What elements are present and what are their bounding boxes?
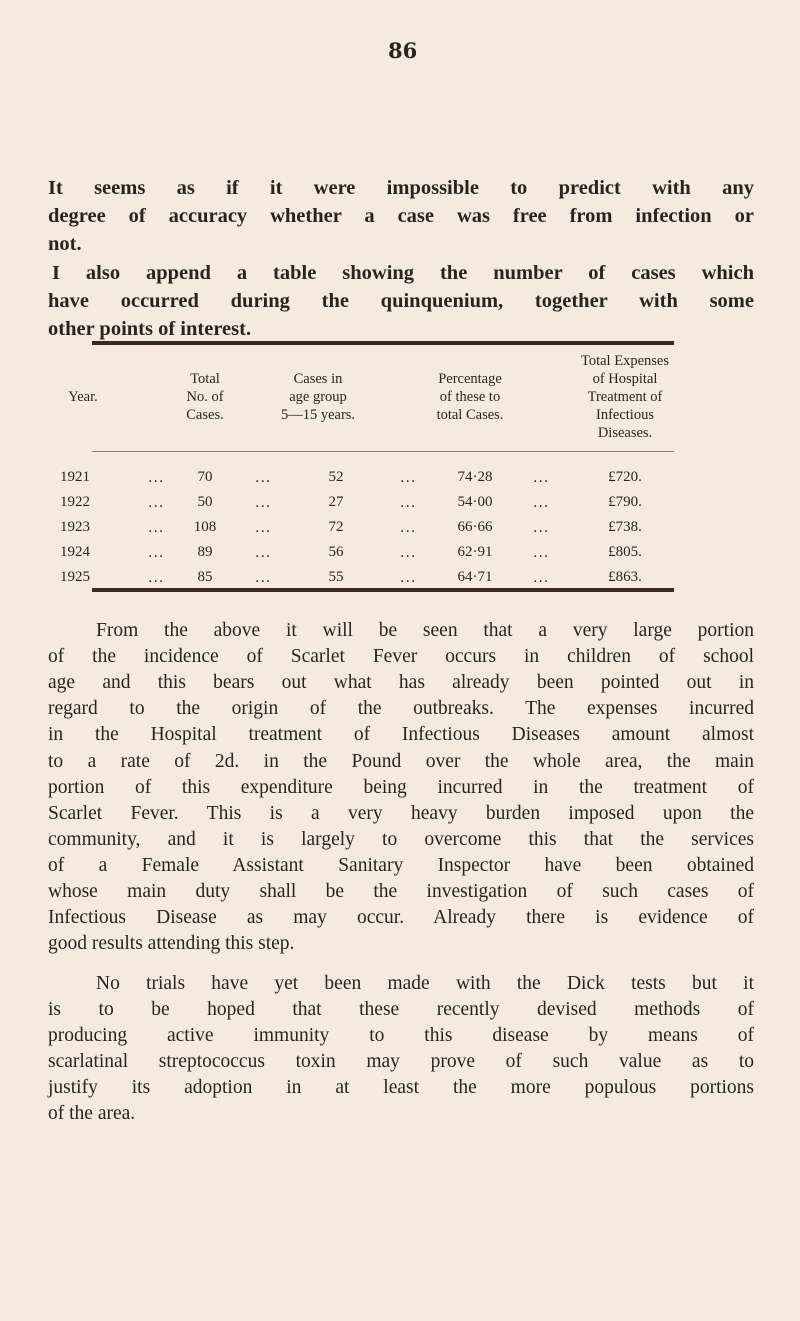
- text-line: justify its adoption in at least the more populous portions: [48, 1077, 754, 1098]
- table-cell: £790.: [608, 494, 642, 510]
- table-cell: 27: [328, 494, 344, 510]
- leader-dots: ...: [255, 570, 272, 586]
- table-cell: 108: [193, 519, 217, 535]
- text-line: good results attending this step.: [48, 933, 295, 955]
- column-header: Percentage of these to total Cases.: [436, 371, 504, 423]
- leader-dots: ...: [533, 570, 550, 586]
- text-line: in the Hospital treatment of Infectious Diseases amount almost: [48, 724, 754, 746]
- text-line: of the area.: [48, 1103, 136, 1124]
- leader-dots: ...: [533, 520, 550, 536]
- leader-dots: ...: [400, 470, 417, 486]
- leader-dots: ...: [255, 470, 272, 486]
- table-cell: 55: [328, 569, 344, 585]
- table-cell: 1925: [60, 569, 90, 585]
- leader-dots: ...: [533, 495, 550, 511]
- text-line: I also append a table showing the number of cases which: [52, 262, 754, 284]
- table-cell: 62·91: [457, 544, 493, 560]
- leader-dots: ...: [400, 520, 417, 536]
- table-cell: 50: [197, 494, 213, 510]
- table-top-rule: [92, 341, 674, 345]
- table-cell: £720.: [608, 469, 642, 485]
- table-cell: £805.: [608, 544, 642, 560]
- text-line: It seems as if it were impossible to predict with any: [48, 177, 754, 199]
- table-cell: 74·28: [457, 469, 493, 485]
- text-line: No trials have yet been made with the Dick tests but it: [96, 973, 754, 994]
- text-line: producing active immunity to this disease by means of: [48, 1025, 754, 1046]
- text-line: portion of this expenditure being incurred in the treatment of: [48, 776, 754, 798]
- leader-dots: ...: [255, 495, 272, 511]
- leader-dots: ...: [148, 570, 165, 586]
- text-line: age and this bears out what has already been pointed out in: [48, 672, 754, 694]
- leader-dots: ...: [148, 520, 165, 536]
- leader-dots: ...: [400, 570, 417, 586]
- table-cell: 52: [328, 469, 344, 485]
- text-line: whose main duty shall be the investigation of such cases of: [48, 881, 754, 902]
- table-cell: 64·71: [457, 569, 493, 585]
- text-line: From the above it will be seen that a very large portion: [96, 620, 754, 641]
- text-line: Infectious Disease as may occur. Already there is evidence of: [48, 907, 754, 929]
- leader-dots: ...: [255, 545, 272, 561]
- leader-dots: ...: [148, 470, 165, 486]
- table-cell: 89: [197, 544, 213, 560]
- table-cell: 1923: [60, 519, 90, 535]
- text-line: not.: [48, 233, 82, 255]
- leader-dots: ...: [533, 470, 550, 486]
- text-line: community, and it is largely to overcome this that the services: [48, 828, 754, 850]
- text-line: scarlatinal streptococcus toxin may prove of such value as to: [48, 1051, 754, 1072]
- table-cell: 1921: [60, 469, 90, 485]
- leader-dots: ...: [400, 545, 417, 561]
- text-line: Scarlet Fever. This is a very heavy burden imposed upon the: [48, 802, 754, 824]
- column-header: Year.: [68, 389, 98, 405]
- text-line: have occurred during the quinquenium, together with some: [48, 290, 754, 312]
- table-cell: 66·66: [457, 519, 493, 535]
- text-line: degree of accuracy whether a case was free from infection or: [48, 205, 754, 227]
- column-header: Total No. of Cases.: [186, 371, 224, 423]
- text-line: other points of interest.: [48, 318, 252, 340]
- text-line: regard to the origin of the outbreaks. The expenses incurred: [48, 698, 754, 720]
- table-cell: 54·00: [457, 494, 493, 510]
- table-cell: 1924: [60, 544, 90, 560]
- text-line: is to be hoped that these recently devised methods of: [48, 999, 754, 1020]
- table-bottom-rule: [92, 588, 674, 592]
- text-line: to a rate of 2d. in the Pound over the whole area, the main: [48, 750, 754, 772]
- table-cell: £863.: [608, 569, 642, 585]
- table-cell: 70: [197, 469, 213, 485]
- page-number: 86: [388, 38, 418, 63]
- leader-dots: ...: [400, 495, 417, 511]
- table-cell: 56: [328, 544, 344, 560]
- column-header: Total Expenses of Hospital Treatment of Infectious Diseases.: [581, 353, 669, 441]
- text-line: of the incidence of Scarlet Fever occurs in children of school: [48, 646, 754, 668]
- table-cell: 85: [197, 569, 213, 585]
- column-header: Cases in age group 5—15 years.: [280, 371, 356, 423]
- table-cell: £738.: [608, 519, 642, 535]
- text-line: of a Female Assistant Sanitary Inspector have been obtained: [48, 854, 754, 876]
- leader-dots: ...: [148, 545, 165, 561]
- leader-dots: ...: [533, 545, 550, 561]
- leader-dots: ...: [255, 520, 272, 536]
- table-header-rule: [92, 451, 674, 452]
- table-cell: 1922: [60, 494, 90, 510]
- leader-dots: ...: [148, 495, 165, 511]
- table-cell: 72: [328, 519, 344, 535]
